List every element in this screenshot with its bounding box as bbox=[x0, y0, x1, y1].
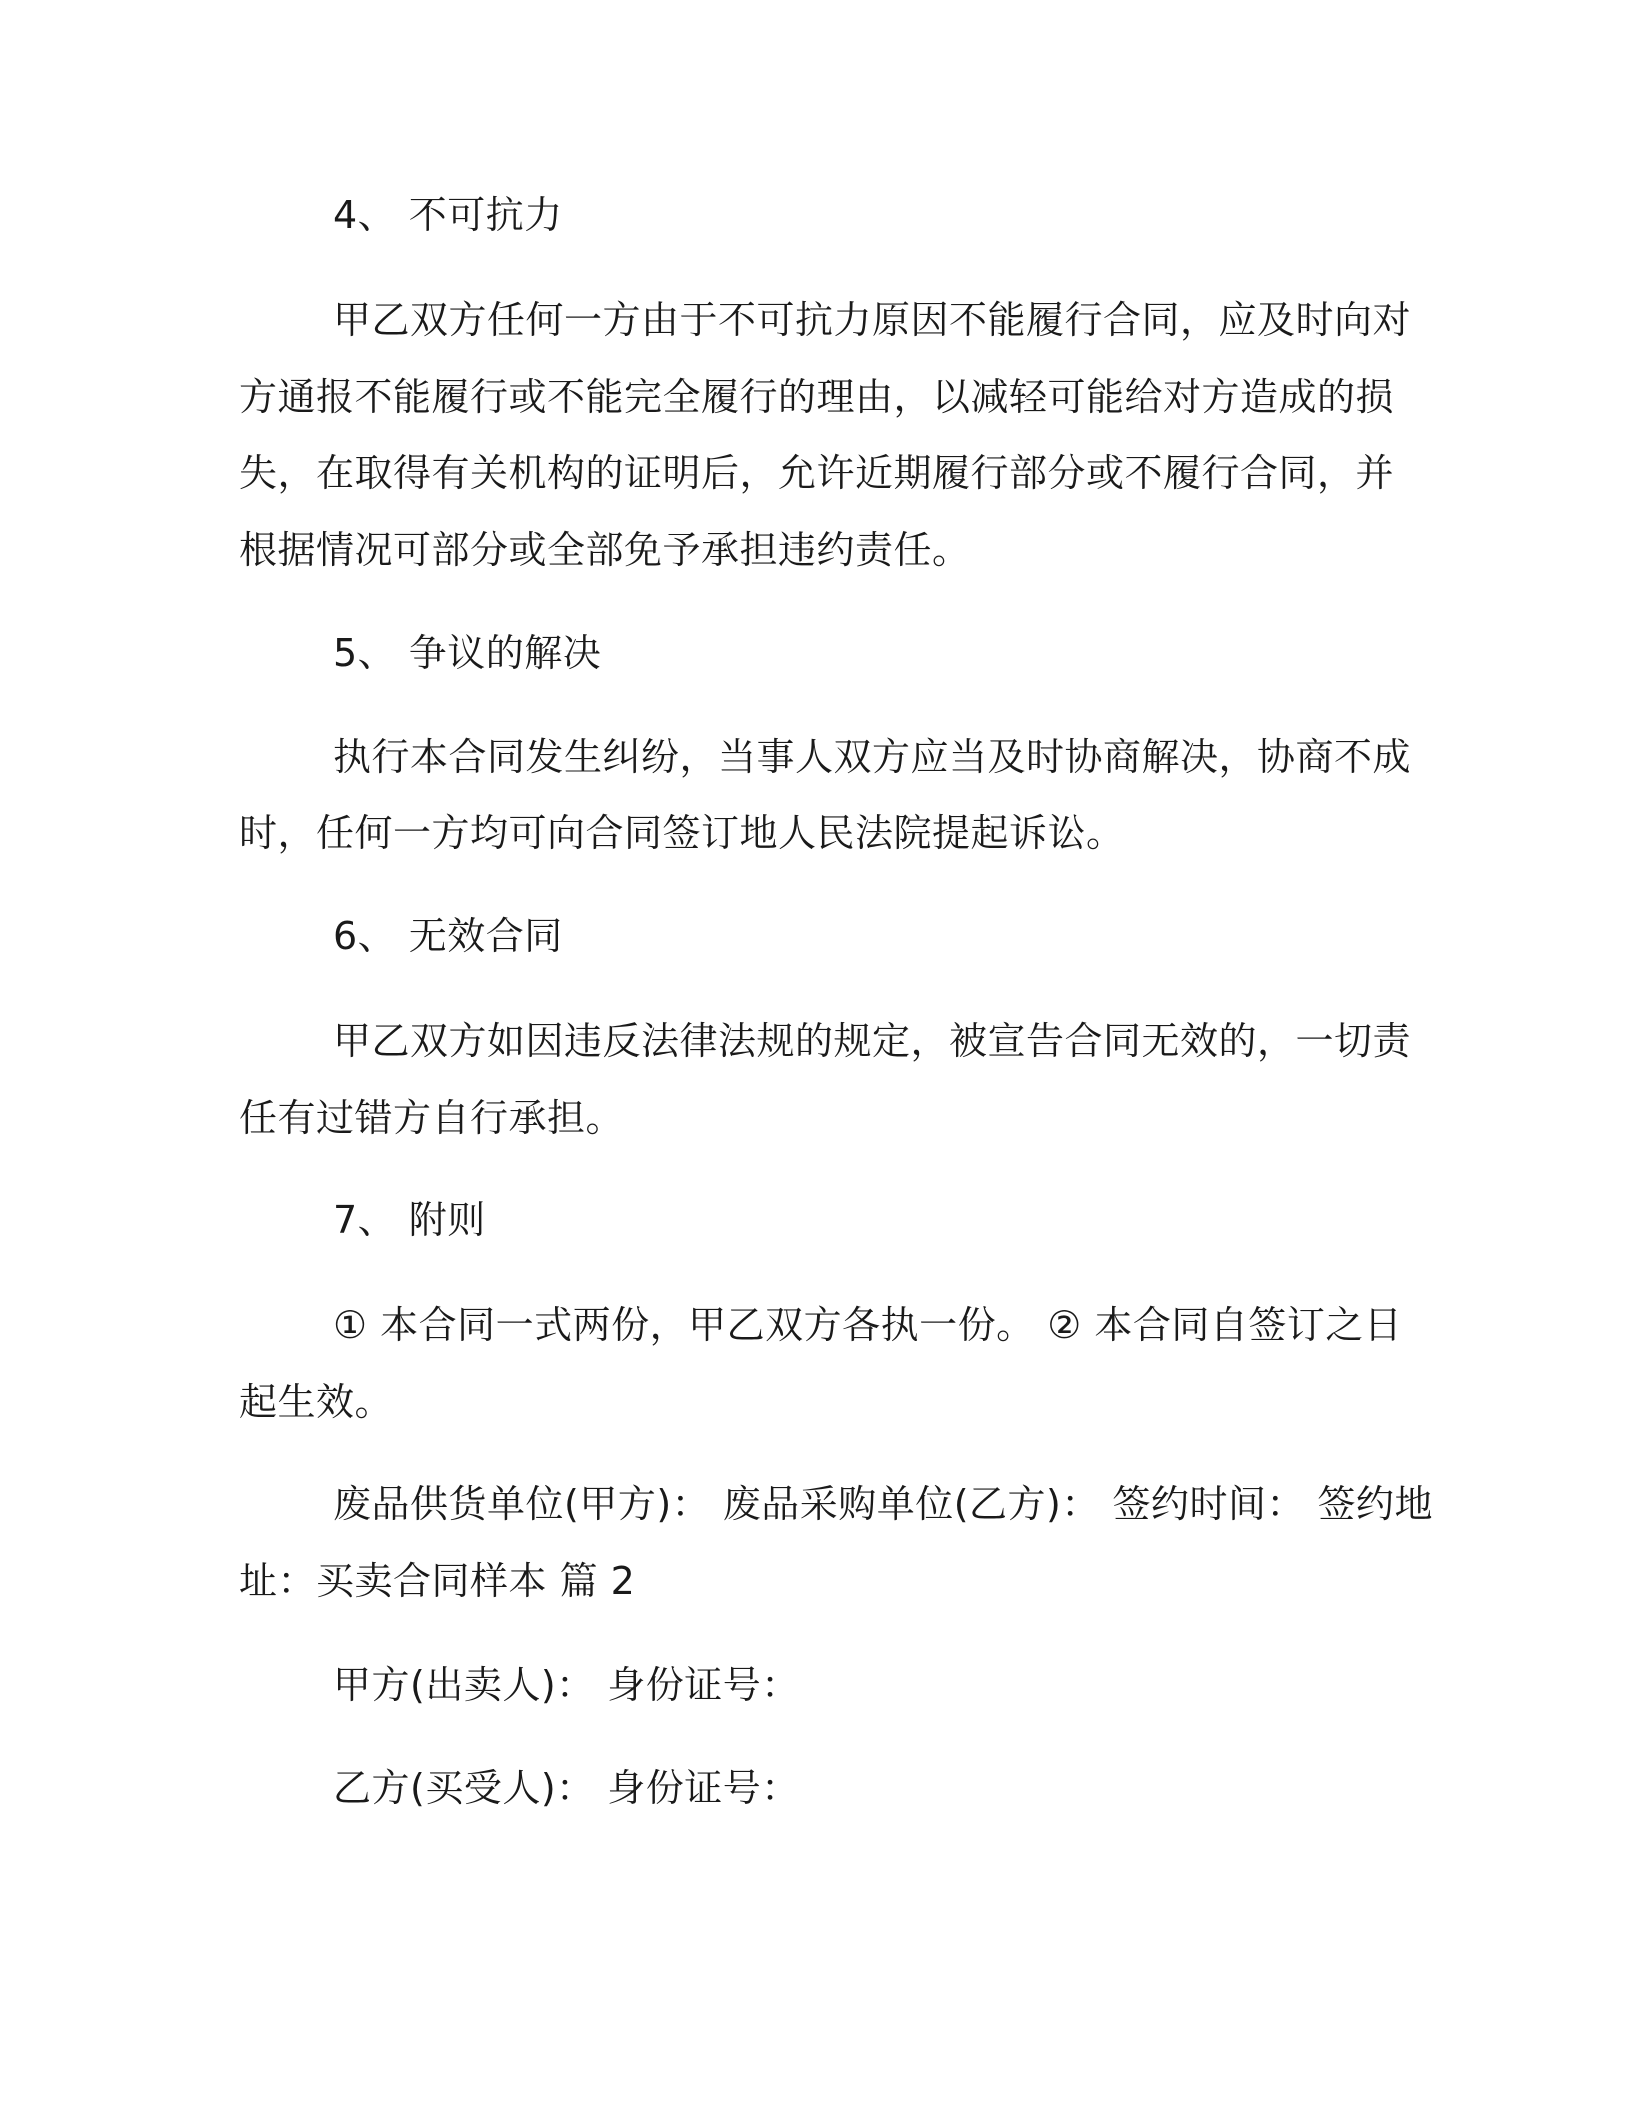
paragraph-line: 甲乙双方任何一方由于不可抗力原因不能履行合同，应及时向对 bbox=[333, 298, 1412, 342]
paragraph-line: 执行本合同发生纠纷，当事人双方应当及时协商解决，协商不成 bbox=[333, 735, 1412, 779]
paragraph-line: 失，在取得有关机构的证明后，允许近期履行部分或不履行合同，并 bbox=[239, 451, 1395, 495]
paragraph-line: ① 本合同一式两份，甲乙双方各执一份。 ② 本合同自签订之日 bbox=[333, 1303, 1403, 1347]
paragraph-line: 址：买卖合同样本 篇 2 bbox=[239, 1559, 636, 1603]
paragraph-line: 起生效。 bbox=[239, 1380, 394, 1424]
section-heading-supplementary: 7、 附则 bbox=[333, 1198, 486, 1242]
party-b-line: 乙方(买受人)： 身份证号： bbox=[333, 1766, 800, 1810]
paragraph-line: 任有过错方自行承担。 bbox=[239, 1096, 625, 1140]
section-heading-dispute: 5、 争议的解决 bbox=[333, 631, 602, 675]
paragraph-line: 甲乙双方如因违反法律法规的规定，被宣告合同无效的，一切责 bbox=[333, 1019, 1412, 1063]
party-a-line: 甲方(出卖人)： 身份证号： bbox=[333, 1663, 800, 1707]
paragraph-line: 时，任何一方均可向合同签订地人民法院提起诉讼。 bbox=[239, 811, 1125, 855]
section-heading-force-majeure: 4、 不可抗力 bbox=[333, 193, 563, 237]
paragraph-line: 根据情况可部分或全部免予承担违约责任。 bbox=[239, 528, 971, 572]
paragraph-line: 废品供货单位(甲方)： 废品采购单位(乙方)： 签约时间： 签约地 bbox=[333, 1482, 1434, 1526]
paragraph-line: 方通报不能履行或不能完全履行的理由，以减轻可能给对方造成的损 bbox=[239, 375, 1395, 419]
section-heading-invalid-contract: 6、 无效合同 bbox=[333, 914, 563, 958]
